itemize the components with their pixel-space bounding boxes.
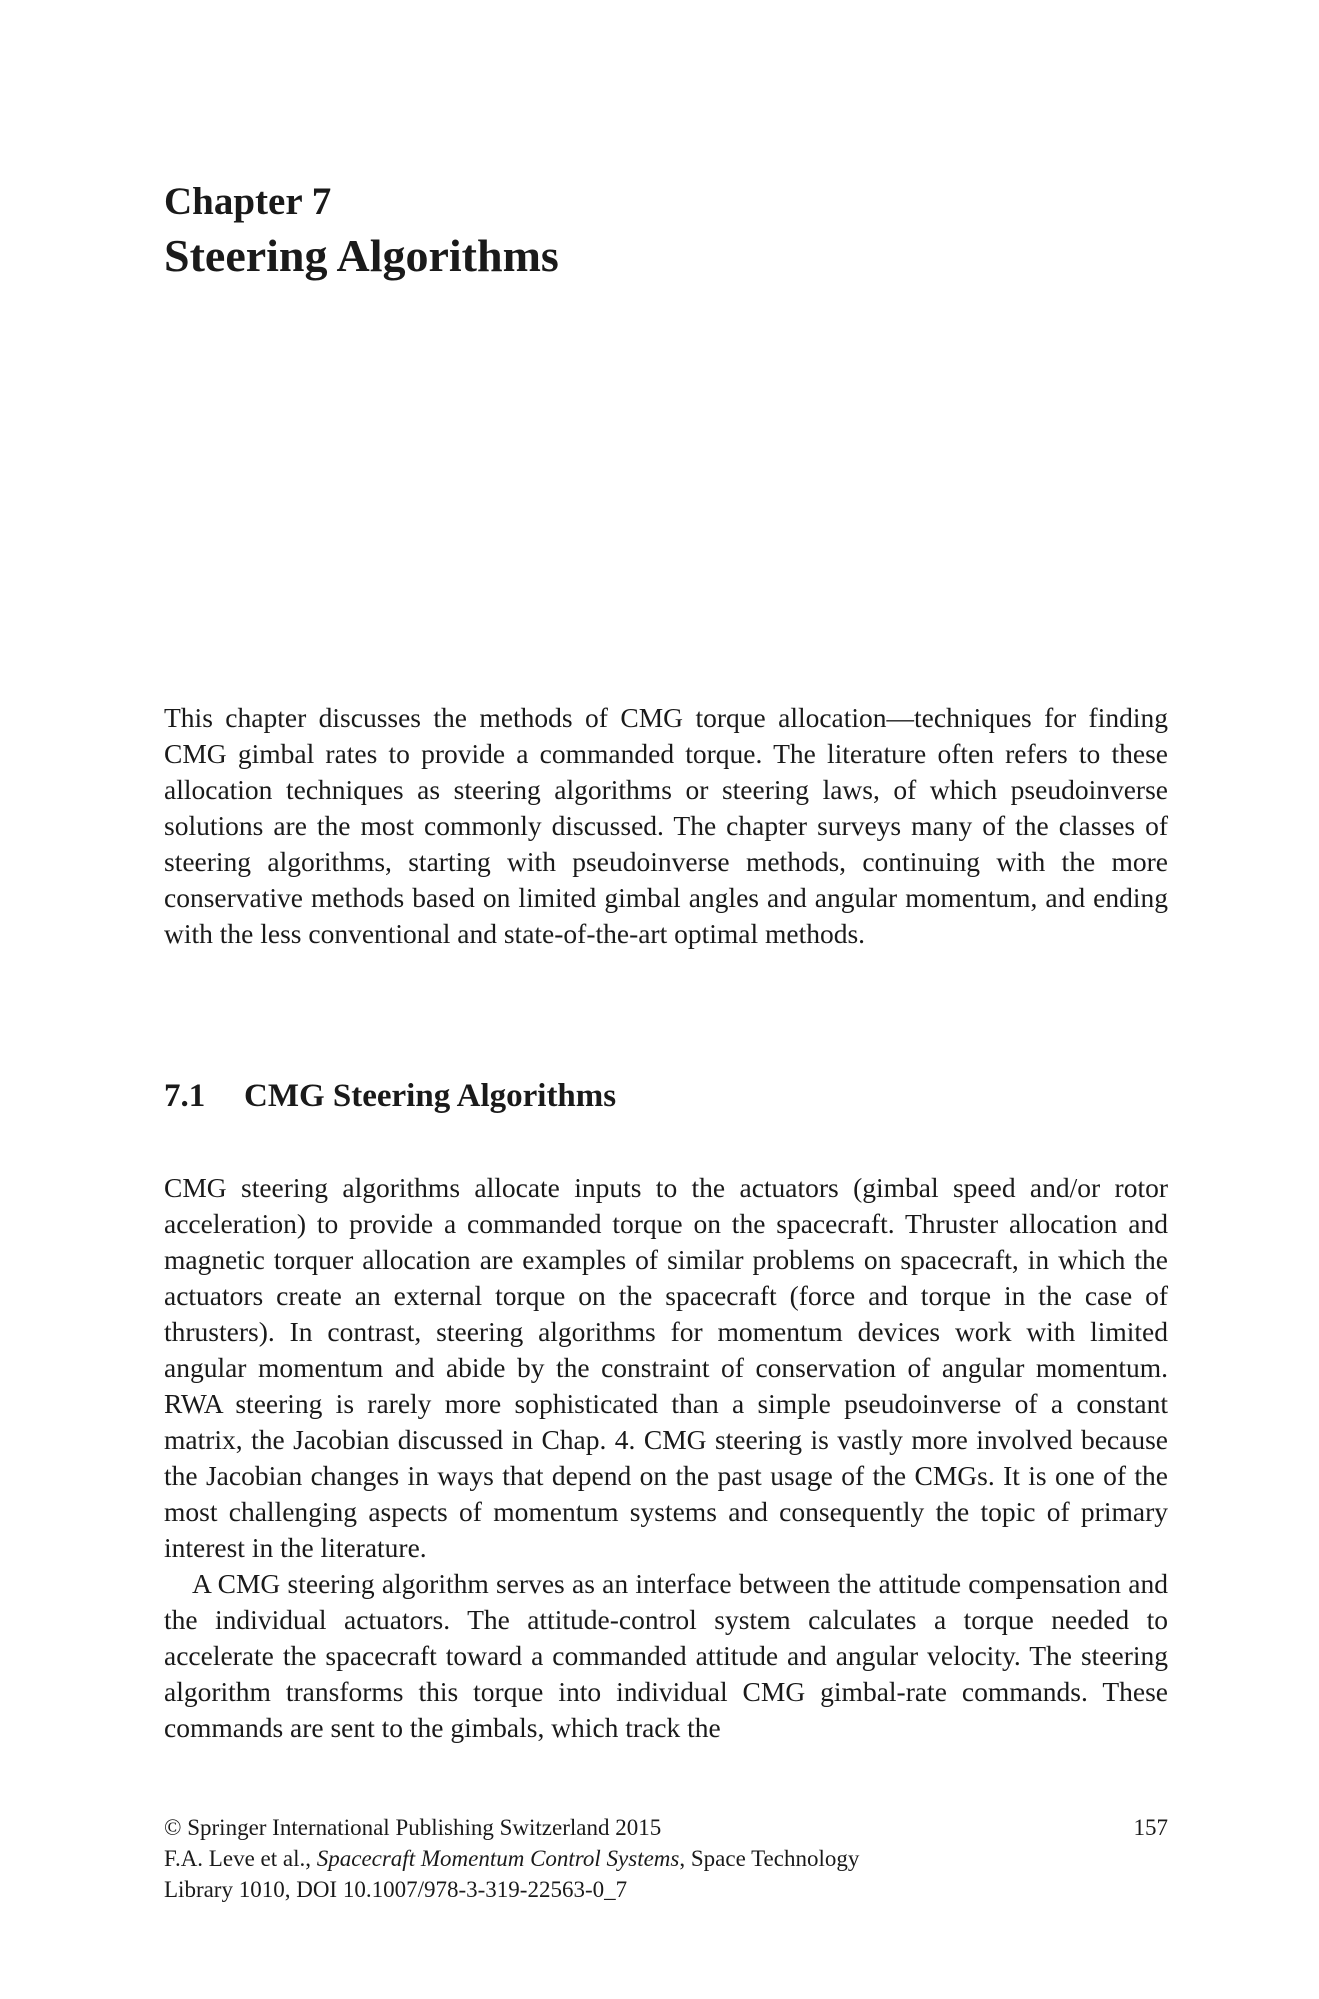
book-page	[164, 0, 1168, 1999]
chapter-label: Chapter 7	[164, 180, 332, 223]
body-paragraph: A CMG steering algorithm serves as an interface between the attitude compensation and the individual actuators. The attitude-control system calculates a torque needed to accelerate the spacecraft toward a commanded attitude and angular velocity. The steering algorithm transforms this torque into individual CMG gimbal-rate commands. These commands are sent to the gimbals, which track the	[164, 1568, 1168, 1743]
citation-line	[164, 1843, 1168, 1874]
page-number: 157	[1133, 1815, 1168, 1840]
page-footer	[164, 1812, 1168, 1905]
body-paragraph: CMG steering algorithms allocate inputs to the actuators (gimbal speed and/or rotor acceleration) to provide a commanded torque on the spacecraft. Thruster allocation and magnetic torquer allocation are examples of similar problems on spacecraft, in which the actuators create an external torque on the spacecraft (force and torque in the case of thrusters). In contrast, steering algorithms for momentum devices work with limited angular momentum and abide by the constraint of conservation of angular momentum. RWA steering is rarely more sophisticated than a simple pseudoinverse of a constant matrix, the Jacobian discussed in Chap. 4. CMG steering is vastly more involved because the Jacobian changes in ways that depend on the past usage of the CMGs. It is one of the most challenging aspects of momentum systems and consequently the topic of primary interest in the literature.	[164, 1172, 1168, 1563]
chapter-title: Steering Algorithms	[164, 230, 559, 281]
section-number: 7.1	[164, 1078, 206, 1114]
citation-book-title: Spacecraft Momentum Control Systems	[316, 1846, 680, 1871]
citation-library-doi: Library 1010, DOI 10.1007/978-3-319-22563-0_7	[164, 1877, 628, 1902]
section-title: CMG Steering Algorithms	[244, 1078, 617, 1114]
citation-series: , Space Technology	[679, 1846, 860, 1871]
section-heading	[164, 1076, 616, 1116]
copyright-notice: © Springer International Publishing Switzerland 2015	[164, 1815, 662, 1840]
section-body	[164, 1170, 1168, 1746]
abstract-paragraph: This chapter discusses the methods of CMG torque allocation—techniques for finding CMG gimbal rates to provide a commanded torque. The literature often refers to these allocation techniques as steering algorithms or steering laws, of which pseudoinverse solutions are the most commonly discussed. The chapter surveys many of the classes of steering algorithms, starting with pseudoinverse methods, continuing with the more conservative methods based on limited gimbal angles and angular momentum, and ending with the less conventional and state-of-the-art optimal methods.	[164, 702, 1168, 949]
chapter-abstract	[164, 700, 1168, 952]
footer-copyright-row	[164, 1812, 1168, 1843]
citation-authors: F.A. Leve et al.,	[164, 1846, 317, 1871]
